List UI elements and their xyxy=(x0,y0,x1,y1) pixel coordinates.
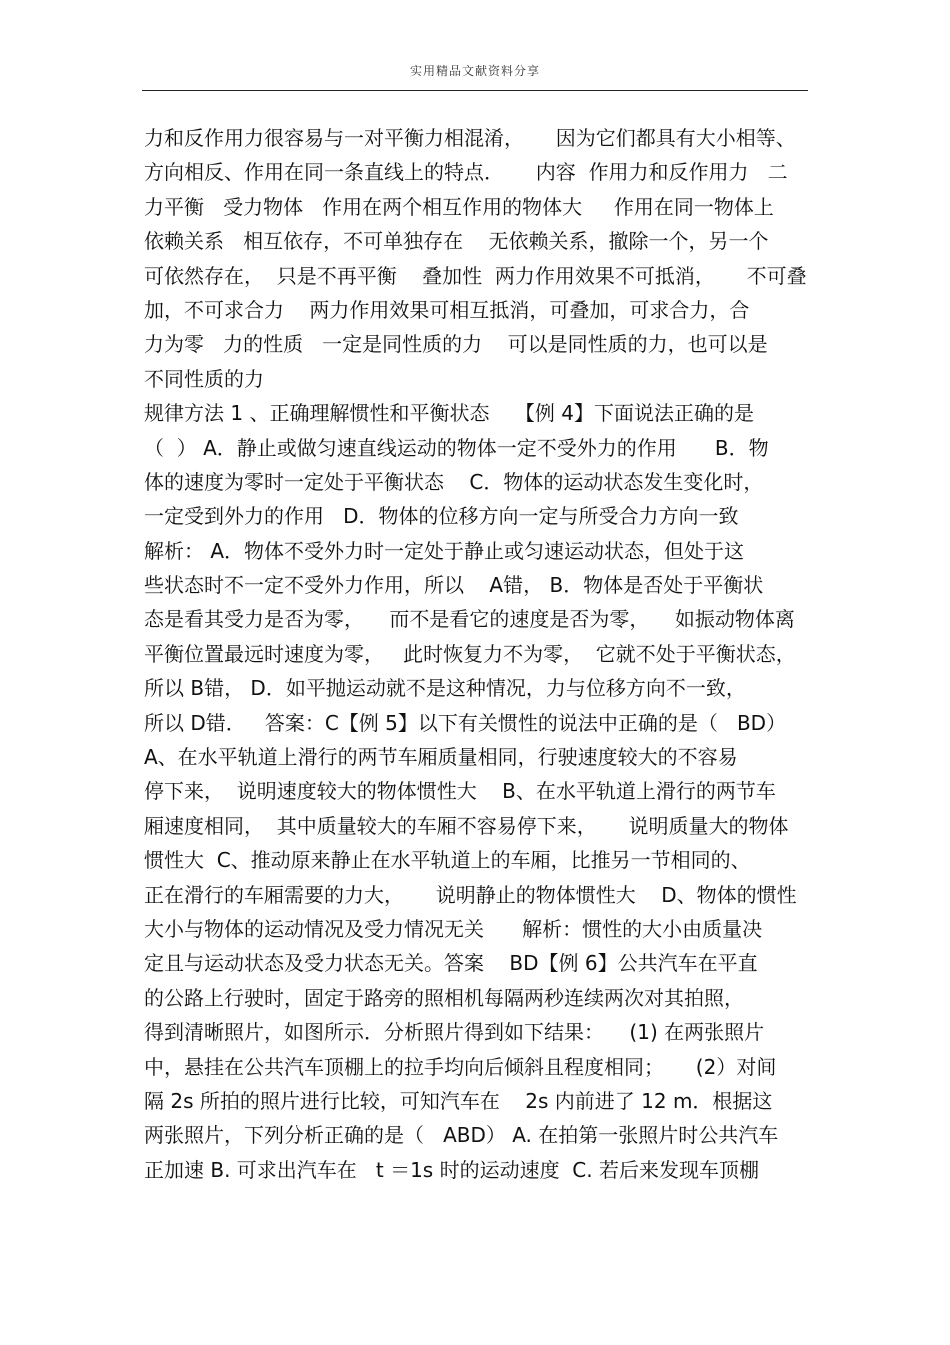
text-line: 所以 B错， D．如平抛运动就不是这种情况，力与位移方向不一致， xyxy=(144,676,746,701)
text-line: 惯性大 C、推动原来静止在水平轨道上的车厢，比推另一节相同的、 xyxy=(144,848,751,873)
text-line: 所以 D错． 答案：C【例 5】以下有关惯性的说法中正确的是（ BD） xyxy=(144,710,787,735)
document-body xyxy=(144,121,824,1187)
text-line: 一定受到外力的作用 D．物体的位移方向一定与所受合力方向一致 xyxy=(144,504,739,529)
text-line: 大小与物体的运动情况及受力情况无关 解析：惯性的大小由质量决 xyxy=(144,916,763,941)
text-line: 不同性质的力 xyxy=(144,366,264,391)
text-line: 正在滑行的车厢需要的力大， 说明静止的物体惯性大 D、物体的惯性 xyxy=(144,882,797,907)
text-line: 定且与运动状态及受力状态无关。答案 BD【例 6】公共汽车在平直 xyxy=(144,951,758,976)
text-line: 隔 2s 所拍的照片进行比较，可知汽车在 2s 内前进了 12 m．根据这 xyxy=(144,1088,773,1113)
text-line: 平衡位置最远时速度为零， 此时恢复力不为零， 它就不处于平衡状态， xyxy=(144,641,796,666)
text-line: 中，悬挂在公共汽车顶棚上的拉手均向后倾斜且程度相同； (2）对间 xyxy=(144,1054,777,1079)
text-line: 解析： A．物体不受外力时一定处于静止或匀速运动状态，但处于这 xyxy=(144,538,745,563)
text-line: 些状态时不一定不受外力作用，所以 A错， B．物体是否处于平衡状 xyxy=(144,573,764,598)
text-line: 体的速度为零时一定处于平衡状态 C．物体的运动状态发生变化时， xyxy=(144,469,764,494)
text-line: 规律方法 1 、正确理解惯性和平衡状态 【例 4】下面说法正确的是 xyxy=(144,401,754,426)
text-line: 的公路上行驶时，固定于路旁的照相机每隔两秒连续两次对其拍照， xyxy=(144,985,744,1010)
text-line: 两张照片，下列分析正确的是（ ABD） A. 在拍第一张照片时公共汽车 xyxy=(144,1123,779,1148)
text-line: 力平衡 受力物体 作用在两个相互作用的物体大 作用在同一物体上 xyxy=(144,194,774,219)
text-line: 正加速 B. 可求出汽车在 t ＝1s 时的运动速度 C. 若后来发现车顶棚 xyxy=(144,1157,759,1182)
text-line: （ ） A．静止或做匀速直线运动的物体一定不受外力的作用 B．物 xyxy=(144,435,769,460)
text-line: 厢速度相同， 其中质量较大的车厢不容易停下来， 说明质量大的物体 xyxy=(144,813,789,838)
text-line: 得到清晰照片，如图所示．分析照片得到如下结果： (1) 在两张照片 xyxy=(144,1020,765,1045)
text-line: A、在水平轨道上滑行的两节车厢质量相同，行驶速度较大的不容易 xyxy=(144,745,738,770)
text-line: 力为零 力的性质 一定是同性质的力 可以是同性质的力，也可以是 xyxy=(144,332,768,357)
page-header: 实用精品文献资料分享 xyxy=(409,64,540,78)
text-line: 态是看其受力是否为零， 而不是看它的速度是否为零， 如振动物体离 xyxy=(144,607,795,632)
text-line: 方向相反、作用在同一条直线上的特点． 内容 作用力和反作用力 二 xyxy=(144,160,788,185)
text-line: 加，不可求合力 两力作用效果可相互抵消，可叠加，可求合力，合 xyxy=(144,297,750,322)
header-divider xyxy=(142,90,808,91)
text-line: 可依然存在， 只是不再平衡 叠加性 两力作用效果不可抵消， 不可叠 xyxy=(144,263,807,288)
text-line: 依赖关系 相互依存，不可单独存在 无依赖关系，撤除一个，另一个 xyxy=(144,229,769,254)
text-line: 力和反作用力很容易与一对平衡力相混淆， 因为它们都具有大小相等、 xyxy=(144,126,796,150)
text-line: 停下来， 说明速度较大的物体惯性大 B、在水平轨道上滑行的两节车 xyxy=(144,779,776,804)
